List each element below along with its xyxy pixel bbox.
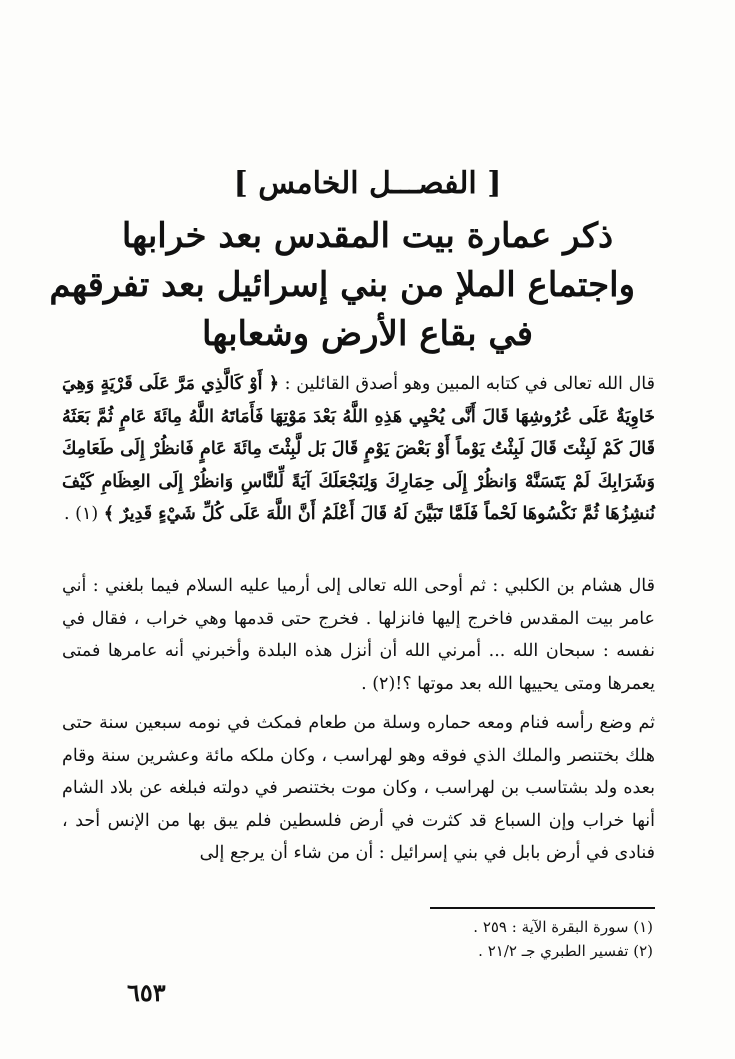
quran-verse: ﴿ أَوْ كَالَّذِي مَرَّ عَلَى قَرْيَةٍ وَهِيَ خَاوِيَةٌ عَلَى عُرُوشِهَا قَالَ أَنَّى يُحْيِي هَذِهِ اللَّهُ بَعْدَ مَوْتِهَا فَأَمَاتَهُ اللَّهُ مِائَةَ عَامٍ ثُمَّ بَعَثَهُ قَالَ كَمْ لَبِثْتَ قَالَ لَبِثْتُ يَوْماً أَوْ بَعْضَ يَوْمٍ قَالَ بَل لَّبِثْتَ مِائَةَ عَامٍ فَانظُرْ إِلَى طَعَامِكَ وَشَرَابِكَ لَمْ يَتَسَنَّهْ وَانظُرْ إِلَى حِمَارِكَ وَلِنَجْعَلَكَ آيَةً لِّلنَّاسِ وَانظُرْ إِلَى العِظَامِ كَيْفَ نُنشِزُهَا ثُمَّ نَكْسُوهَا لَحْماً فَلَمَّا تَبَيَّنَ لَهُ قَالَ أَعْلَمُ أَنَّ اللَّهَ عَلَى كُلِّ شَيْءٍ قَدِيرٌ ﴾ [62, 374, 655, 524]
footnote-1: (١) سورة البقرة الآية : ٢٥٩ . [473, 918, 653, 936]
title-line-3: في بقاع الأرض وشعابها [202, 314, 533, 354]
paragraph-intro: قال الله تعالى في كتابه المبين وهو أصدق القائلين : [284, 374, 655, 394]
paragraph-hisham [62, 570, 655, 700]
footnotes [473, 915, 653, 963]
title-line-1: ذكر عمارة بيت المقدس بعد خرابها [121, 216, 614, 256]
paragraph-text: قال هشام بن الكلبي : ثم أوحى الله تعالى إلى أرميا عليه السلام فيما بلغني : أني عامر بيت المقدس فاخرج إليها فانزلها . فخرج حتى قدمها وهي خراب ، فقال في نفسه : سبحان الله ... أمرني الله أن أنزل هذه البلدة وأخبرني أنه عامرها فمتى يعمرها ومتى يحييها الله بعد موتها ؟!(٢) . [62, 576, 655, 694]
footnote-2: (٢) تفسير الطبري جـ ٢١/٢ . [478, 942, 653, 960]
title-line-2: واجتماع الملإ من بني إسرائيل بعد تفرقهم [49, 265, 635, 305]
page-number: ٦٥٣ [127, 978, 166, 1007]
paragraph-sleep [62, 707, 655, 870]
paragraph-text: ثم وضع رأسه فنام ومعه حماره وسلة من طعام فمكث في نومه سبعين سنة حتى هلك بختنصر والملك الذي فوقه وهو لهراسب ، وكان ملكه مائة وعشرين سنة وقام بعده ولد بشتاسب بن لهراسب ، وكان موت بختنصر في دولته فبلغه عن بلاد الشام أنها خراب وإن السباع قد كثرت في أرض فلسطين فلم يبق بها من الإنس أحد ، فنادى في أرض بابل في بني إسرائيل : أن من شاء أن يرجع إلى [62, 713, 655, 863]
footnote-divider [430, 907, 655, 909]
chapter-label: [ الفصـــل الخامس ] [233, 166, 502, 201]
footnote-ref-1: (١) . [63, 504, 99, 524]
chapter-title [49, 212, 635, 359]
paragraph-quran-verse [62, 368, 655, 531]
